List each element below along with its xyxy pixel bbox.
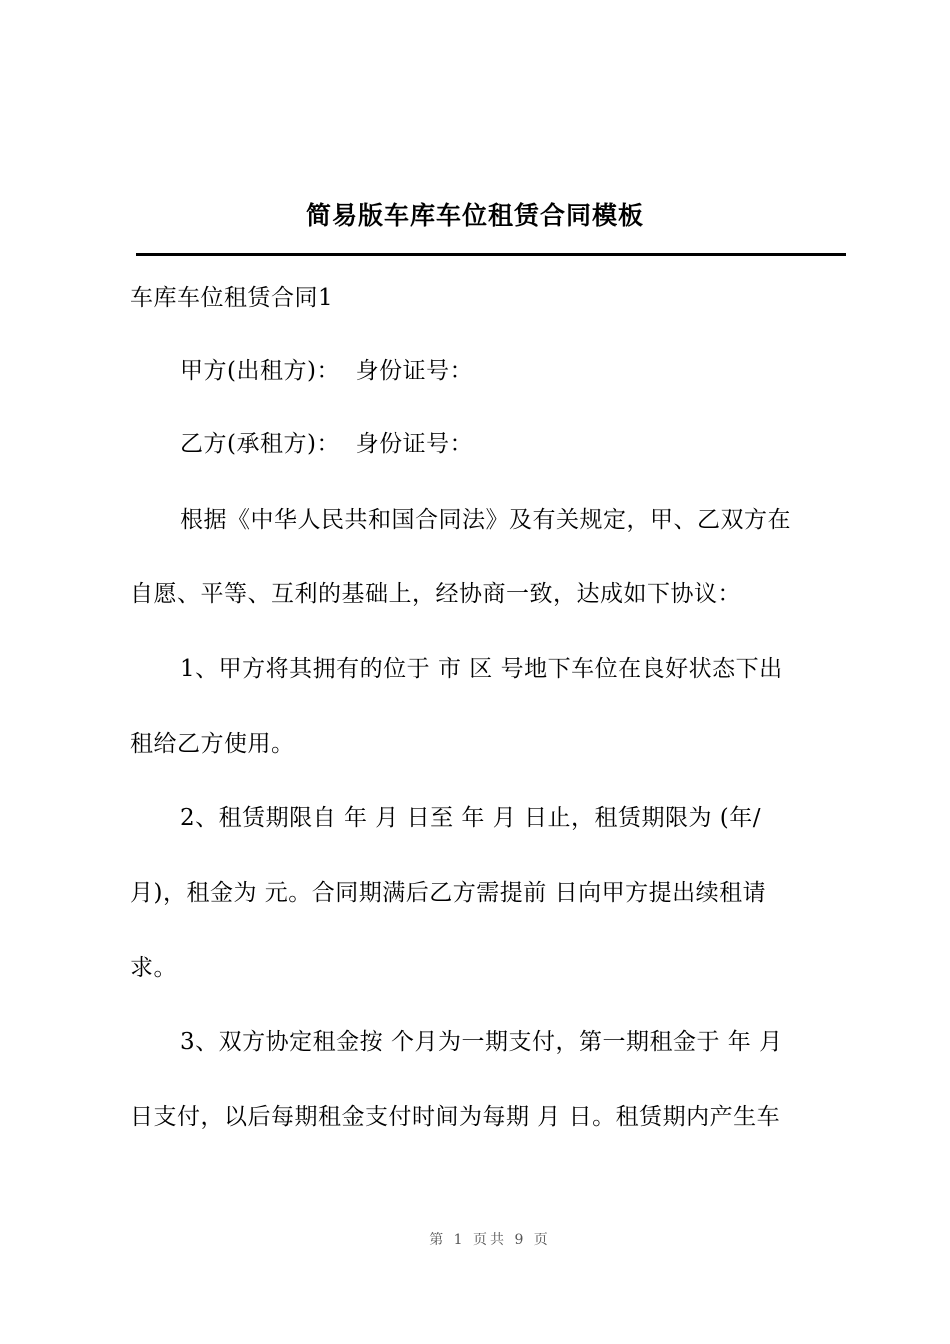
paragraph-line: 日支付，以后每期租金支付时间为每期 月 日。租赁期内产生车 [130,1104,781,1130]
paragraph-line: 3、双方协定租金按 个月为一期支付，第一期租金于 年 月 [180,1029,783,1055]
paragraph-line: 求。 [130,955,177,981]
title-underline [136,253,846,256]
document-title: 简易版车库车位租赁合同模板 [305,201,644,230]
paragraph-line: 1、甲方将其拥有的位于 市 区 号地下车位在良好状态下出 [180,656,783,682]
paragraph-line: 月)，租金为 元。合同期满后乙方需提前 日向甲方提出续租请 [130,880,767,906]
party-a-line: 甲方(出租方)： 身份证号： [180,358,474,384]
paragraph-line: 租给乙方使用。 [130,731,295,757]
paragraph-line: 自愿、平等、互利的基础上，经协商一致，达成如下协议： [130,581,741,607]
paragraph-line: 根据《中华人民共和国合同法》及有关规定，甲、乙双方在 [180,507,791,533]
page-footer: 第 1 页共 9 页 [429,1232,551,1248]
party-b-line: 乙方(承租方)： 身份证号： [180,431,474,457]
section-heading: 车库车位租赁合同1 [130,285,334,311]
paragraph-line: 2、租赁期限自 年 月 日至 年 月 日止，租赁期限为 (年/ [180,805,762,831]
